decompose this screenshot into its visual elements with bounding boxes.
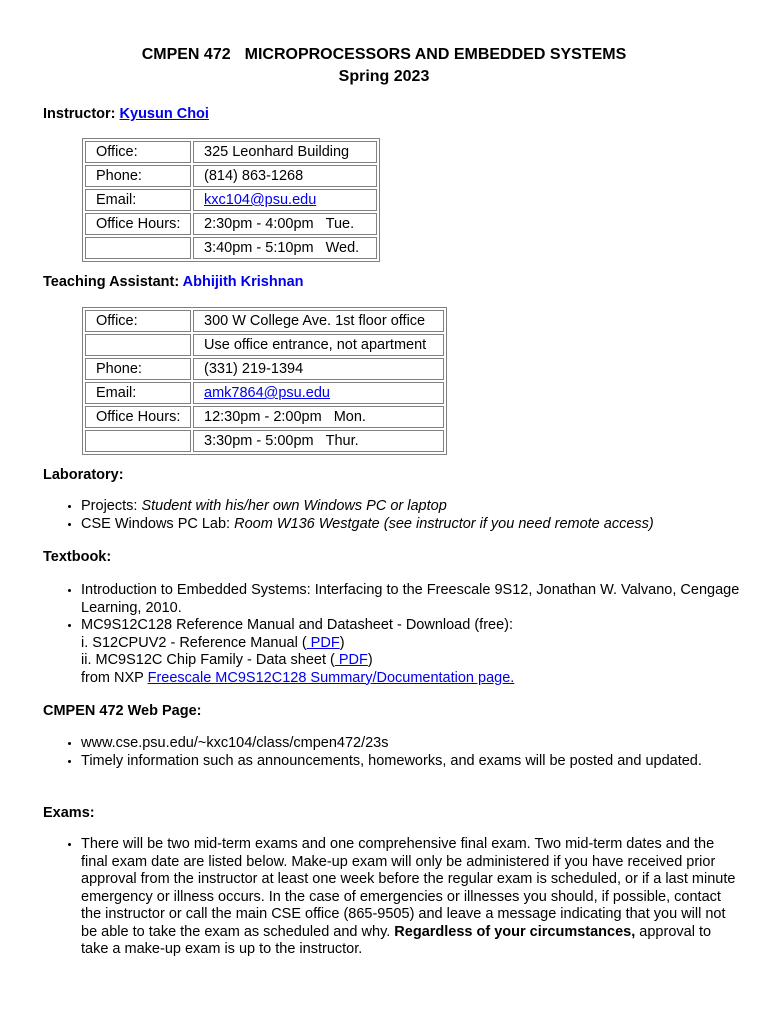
textbook-download-text: MC9S12C128 Reference Manual and Datasheet - Download (free): <box>81 617 514 633</box>
list-item: • Timely information such as announcements, homeworks, and exams will be posted and updated. <box>81 753 741 771</box>
ta-name: Abhijith Krishnan <box>182 274 304 290</box>
lab-item-detail: Student with his/her own Windows PC or laptop <box>141 498 447 514</box>
office-label-empty <box>85 334 191 356</box>
lab-item-lead: CSE Windows PC Lab: <box>81 515 231 532</box>
textbook-heading: Textbook: <box>43 549 112 565</box>
paren-close: ) <box>367 652 373 668</box>
laboratory-heading: Laboratory: <box>43 467 124 483</box>
datasheet-text: ii. MC9S12C Chip Family - Data sheet ( <box>81 652 335 668</box>
phone-value: (814) 863-1268 <box>193 165 377 187</box>
office-hours-day: Wed. <box>325 240 360 256</box>
office-label: Office: <box>85 310 191 332</box>
table-row <box>85 141 377 163</box>
datasheet-pdf-link[interactable]: PDF <box>334 652 368 668</box>
office-hours-value <box>193 406 444 428</box>
list-item <box>81 836 741 959</box>
ta-heading <box>43 273 304 291</box>
table-row <box>85 430 444 452</box>
table-row <box>85 189 377 211</box>
list-item: • Introduction to Embedded Systems: Interfacing to the Freescale 9S12, Jonathan W. Valvano, Cengage Learning, 2010. <box>81 582 741 617</box>
office-hours-day: Tue. <box>325 216 355 232</box>
instructor-name-link[interactable]: Kyusun Choi <box>119 106 209 122</box>
instructor-contact-table <box>82 138 380 262</box>
table-row <box>85 382 444 404</box>
course-term: Spring 2023 <box>338 68 430 85</box>
list-item <box>81 498 741 516</box>
office-value: 300 W College Ave. 1st floor office <box>193 310 444 332</box>
email-cell <box>193 382 444 404</box>
freescale-documentation-link[interactable]: Freescale MC9S12C128 Summary/Documentation page. <box>147 669 515 686</box>
nxp-text: from NXP <box>81 669 148 686</box>
office-hours-day: Mon. <box>333 409 366 425</box>
office-hours-label-empty <box>85 430 191 452</box>
exams-list <box>43 836 741 959</box>
phone-label: Phone: <box>85 358 191 380</box>
office-hours-value <box>193 237 377 259</box>
ta-label: Teaching Assistant: <box>43 274 180 290</box>
reference-manual-text: i. S12CPUV2 - Reference Manual ( <box>81 634 307 651</box>
list-item: • www.cse.psu.edu/~kxc104/class/cmpen472/23s <box>81 735 741 753</box>
table-row <box>85 310 444 332</box>
office-hours-time: 12:30pm - 2:00pm <box>204 409 322 425</box>
webpage-list <box>43 735 741 770</box>
office-hours-label-empty <box>85 237 191 259</box>
phone-value: (331) 219-1394 <box>193 358 444 380</box>
phone-label: Phone: <box>85 165 191 187</box>
ta-email-link[interactable]: amk7864@psu.edu <box>204 385 330 401</box>
email-label: Email: <box>85 189 191 211</box>
instructor-label: Instructor: <box>43 106 116 122</box>
textbook-list <box>43 582 741 687</box>
exams-heading: Exams: <box>43 805 95 821</box>
list-item <box>81 617 741 687</box>
instructor-heading <box>43 105 209 123</box>
email-label: Email: <box>85 382 191 404</box>
course-name: MICROPROCESSORS AND EMBEDDED SYSTEMS <box>244 46 627 63</box>
office-hours-day: Thur. <box>325 433 359 449</box>
exams-policy-emphasis: Regardless of your circumstances, <box>394 923 636 940</box>
office-label: Office: <box>85 141 191 163</box>
table-row <box>85 406 444 428</box>
email-cell <box>193 189 377 211</box>
exams-policy-end: approval to take a make-up exam is up to the instructor. <box>81 923 712 957</box>
table-row <box>85 165 377 187</box>
office-note: Use office entrance, not apartment <box>193 334 444 356</box>
office-hours-time: 2:30pm - 4:00pm <box>204 216 314 232</box>
office-hours-value <box>193 213 377 235</box>
table-row <box>85 213 377 235</box>
reference-manual-pdf-link[interactable]: PDF <box>306 634 340 651</box>
laboratory-list <box>43 498 741 533</box>
office-hours-time: 3:40pm - 5:10pm <box>204 240 314 256</box>
list-item <box>81 516 741 534</box>
lab-item-detail: Room W136 Westgate (see instructor if you need remote access) <box>234 515 654 532</box>
office-hours-time: 3:30pm - 5:00pm <box>204 433 314 449</box>
webpage-heading: CMPEN 472 Web Page: <box>43 703 202 719</box>
office-hours-value <box>193 430 444 452</box>
paren-close: ) <box>339 634 345 651</box>
course-code: CMPEN 472 <box>141 46 231 63</box>
table-row <box>85 358 444 380</box>
lab-item-lead: Projects: <box>81 498 138 514</box>
instructor-email-link[interactable]: kxc104@psu.edu <box>204 192 317 208</box>
course-title <box>0 45 768 65</box>
table-row <box>85 334 444 356</box>
exams-policy-text: There will be two mid-term exams and one comprehensive final exam. Two mid-term dates and the final exam date are listed below. Make-up exam will only be administered if you have received prior approval from the instructor at least one week before the regular exam is scheduled, or if a last minute emergency or illness occurs. In the case of emergencies or illnesses you should, if possible, contact the instructor or call the main CSE office (865-9505) and leave a message indicating that you will not be able to take the exam as scheduled and why. <box>81 836 736 940</box>
ta-contact-table <box>82 307 447 455</box>
office-hours-label: Office Hours: <box>85 213 191 235</box>
office-value: 325 Leonhard Building <box>193 141 377 163</box>
office-hours-label: Office Hours: <box>85 406 191 428</box>
table-row <box>85 237 377 259</box>
